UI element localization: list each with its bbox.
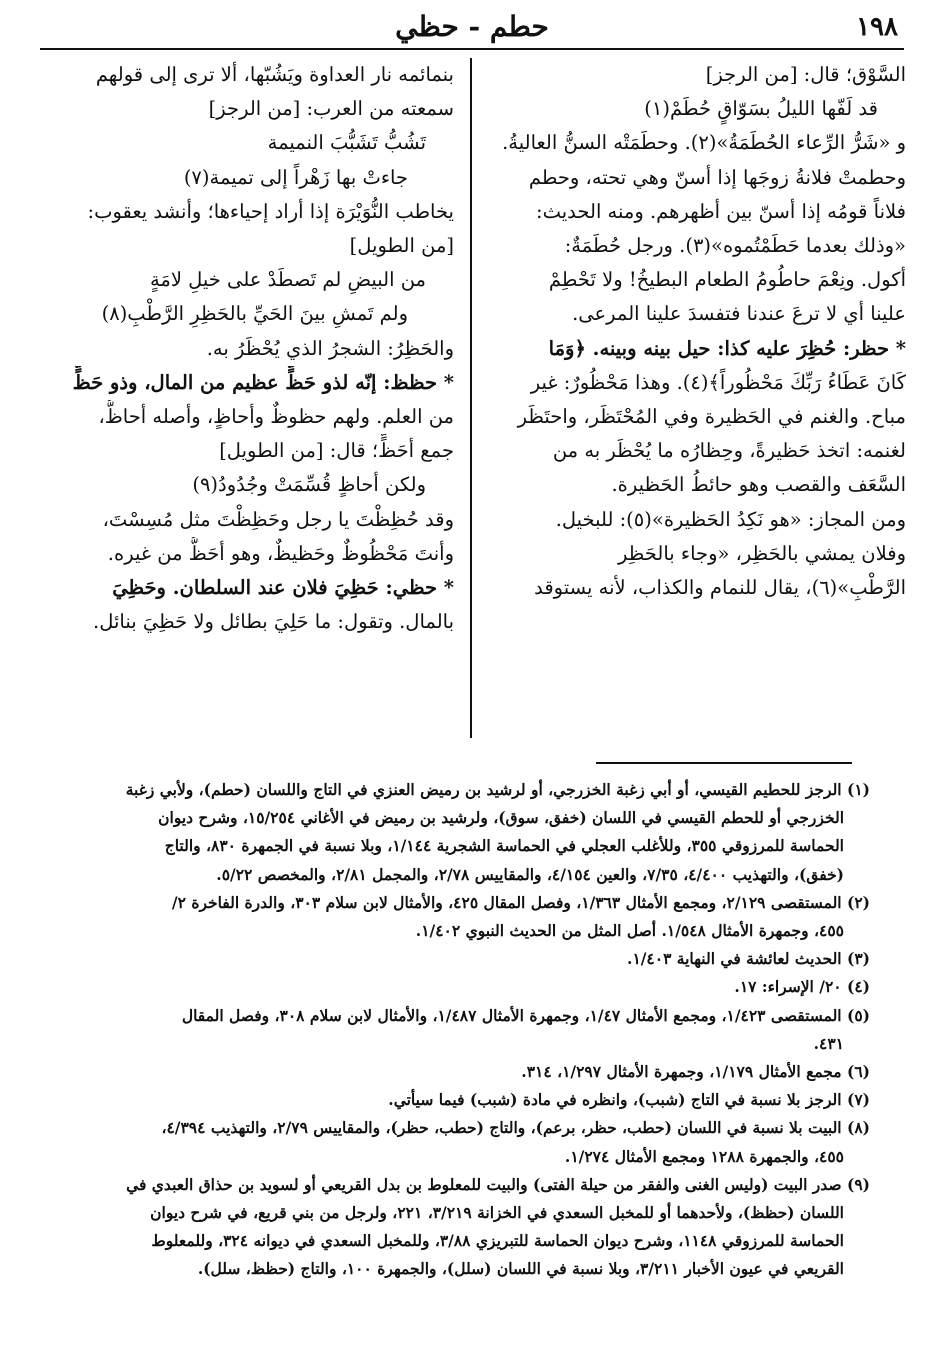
- text-line: أكول. ونِعْمَ حاطُومُ الطعام البطيخُ! ولا تَحْطِمْ: [548, 268, 906, 292]
- footnote-line: ٤٥٥، والجمهرة ١٢٨٨ ومجمع الأمثال ١/٢٧٤.: [564, 1146, 844, 1166]
- text-line: و «شَرُّ الرِّعاء الحُطَمَةُ»(٢). وحطَمَتْه السنُّ العاليةُ.: [502, 131, 906, 155]
- text-line: [من الطويل]: [349, 234, 454, 258]
- text-line: وقد حُظِظْتَ يا رجل وحَظِظْتَ مثل مُسِسْتَ،: [102, 507, 454, 531]
- footnote-line: (١) الرجز للحطيم القيسي، أو أبي زغبة الخزرجي، أو لرشيد بن رميض العنزي في التاج واللسان (حطم)، ولأبي زغبة: [125, 780, 870, 799]
- footnote-line: (٤) ٢٠/ الإسراء: ١٧.: [734, 977, 870, 997]
- verse-line: قد لَفّها الليلُ بسَوّاقٍ حُطَمْ(١): [644, 97, 878, 121]
- text-line: وأنتَ مَحْظُوظٌ وحَظيظٌ، وهو أحَظُّ من غيره.: [107, 541, 454, 565]
- text-line: «وذلك بعدما حَطَمْتُموه»(٣). ورجل حُطَمَةٌ:: [564, 234, 906, 258]
- footnote-line: ٤٣١.: [813, 1033, 844, 1053]
- verse-line: ولم تَمشِ بينَ الحَيِّ بالحَظِرِ الرَّطْبِ(٨): [101, 302, 408, 326]
- verse-line: تَشُبُّ تَشَبُّبَ النميمة: [267, 131, 426, 155]
- verse-line: ولكن أحاظٍ قُسِّمَتْ وجُدُودُ(٩): [192, 473, 426, 497]
- footnotes: [40, 776, 870, 1284]
- footnote-line: (٣) الحديث لعائشة في النهاية ١/٤٠٣.: [627, 949, 870, 969]
- text-line: علينا أي لا ترعَ عندنا فتفسدَ علينا المرعى.: [572, 302, 906, 326]
- text-line: الرَّطْبِ»(٦)، يقال للنمام والكذاب، لأنه يستوقد: [534, 576, 906, 600]
- footnote-line: الخزرجي أو للحطم القيسي في اللسان (خفق، سوق)، ولرشيد بن رميض في الأغاني ١٥/٢٥٤، وشرح ديوان: [158, 808, 844, 828]
- text-line: لغنمه: اتخذ حَظيرةً، وحِظارُه ما يُحْظَر به من: [552, 439, 906, 463]
- footnote-line: (٦) مجمع الأمثال ١/١٧٩، وجمهرة الأمثال ١/٢٩٧، ٣١٤.: [521, 1062, 870, 1082]
- text-line: السَّوْق؛ قال: [من الرجز]: [705, 63, 906, 86]
- verse-line: جاءتْ بها زَهْراً إلى تميمة(٧): [183, 165, 408, 189]
- footnote-line: (٢) المستقصى ٢/١٢٩، ومجمع الأمثال ١/٣٦٣، وفصل المقال ٤٢٥، والأمثال لابن سلام ٣٠٣، والدرة الفاخرة ٢/: [171, 892, 870, 912]
- text-line: سمعته من العرب: [من الرجز]: [208, 97, 454, 121]
- footnote-line: القريعي في عيون الأخبار ٣/٢١١، وبلا نسبة في اللسان (سلل)، والجمهرة ١٠٠، والتاج (حظظ، سلل).: [197, 1259, 844, 1279]
- text-line: يخاطب النُّوَيْرَة إذا أراد إحياءها؛ وأنشد يعقوب:: [87, 199, 454, 223]
- page-header: [40, 8, 904, 44]
- footnote-line: ٤٥٥، وجمهرة الأمثال ١/٥٤٨. أصل المثل من الحديث النبوي ١/٤٠٢.: [415, 921, 844, 941]
- footnote-line: (٥) المستقصى ١/٤٢٣، ومجمع الأمثال ١/٤٧، وجمهرة الأمثال ١/٤٨٧، والأمثال لابن سلام ٣٠٨، وفصل المقال: [181, 1005, 870, 1025]
- entry-heading-line: * حظر: حُظِرَ عليه كذا: حيل بينه وبينه. ﴿وَمَا: [548, 336, 906, 360]
- page-number: ١٩٨: [856, 12, 898, 42]
- entry-heading-line: * حظظ: إنّه لذو حَظٍّ عظيم من المال، وذو حَظٍّ: [72, 370, 454, 394]
- footnote-line: (٩) صدر البيت (وليس الغنى والفقر من حيلة الفتى) والبيت للمعلوط بن بدل القريعي أو لسويد بن حذاق العبدي في: [126, 1174, 870, 1194]
- text-line: السَّعَف والقصب وهو حائطُ الحَظيرة.: [611, 473, 906, 497]
- verse-line: من البيضِ لم تَصطَدْ على خيلِ لامَةٍ: [149, 268, 426, 292]
- text-line: من العلم. ولهم حظوظٌ وأحاظٍ، وأصله أحاظُّ،: [98, 405, 454, 429]
- text-line: ومن المجاز: «هو نَكِدُ الحَظيرة»(٥): للبخيل.: [555, 507, 906, 531]
- footnote-line: (٧) الرجز بلا نسبة في التاج (شبب)، وانظره في مادة (شبب) فيما سيأتي.: [388, 1090, 870, 1110]
- header-rule: [40, 48, 904, 50]
- left-column: [40, 58, 454, 639]
- text-line: وفلان يمشي بالحَظِر، «وجاء بالحَظِر: [618, 541, 906, 565]
- footnote-line: (٨) البيت بلا نسبة في اللسان (حطب، حظر، برعم)، والتاج (حطب، حظر)، والمقاييس ٢/٧٩، والتهذيب ٤/٣٩٤،: [161, 1118, 870, 1138]
- footnote-line: (خفق)، والتهذيب ٤/٤٠٠، ٧/٣٥، والعين ٤/١٥٤، والمقاييس ٢/٧٨، والمجمل ٢/٨١، والمخصص ٥/٢٢.: [216, 864, 844, 884]
- text-line: بالمال. وتقول: ما حَلِيَ بطائل ولا حَظِيَ بنائل.: [93, 610, 454, 634]
- entry-heading-line: * حظي: حَظِيَ فلان عند السلطان. وحَظِيَ: [112, 576, 454, 600]
- footnote-rule: [596, 762, 852, 764]
- footnote-line: الحماسة للمرزوقي ٣٥٥، وللأغلب العجلي في الحماسة الشجرية ١/١٤٤، وبلا نسبة في الجمهرة ٨٣٠، والتاج: [164, 836, 844, 856]
- column-divider: [470, 58, 472, 738]
- text-line: بنمائمه نار العداوة ويَشُبّها، ألا ترى إلى قولهم: [95, 63, 454, 86]
- text-line: كَانَ عَطَاءُ رَبِّكَ مَحْظُوراً﴾(٤). وهذا مَحْظُورٌ: غير: [530, 370, 906, 394]
- footnote-line: الحماسة للمرزوقي ١١٤٨، وشرح ديوان الحماسة للتبريزي ٣/٨٨، وللمخبل السعدي في ديوانه ٣٢٤، وللمعلوط: [151, 1231, 844, 1251]
- right-column: [496, 58, 906, 605]
- text-line: فلاناً قومُه إذا أسنّ بين أظهرهم. ومنه الحديث:: [536, 199, 906, 223]
- text-line: وحطمتْ فلانةُ زوجَها إذا أسنّ وهي تحته، وحطم: [528, 165, 906, 189]
- running-title: حطم - حظي: [395, 10, 549, 43]
- footnote-line: اللسان (حظظ)، ولأحدهما أو للمخبل السعدي في الخزانة ٣/٢١٩، ٢٢١، ولرجل من بني قريع، في شرح ديوان: [150, 1203, 844, 1223]
- text-line: والحَظِرُ: الشجرُ الذي يُحْظَرُ به.: [206, 336, 454, 360]
- text-line: مباح. والغنم في الحَظيرة وفي المُحْتَظَر، واحتَظَر: [517, 405, 906, 429]
- text-line: جمع أحَظٍّ؛ قال: [من الطويل]: [219, 439, 454, 463]
